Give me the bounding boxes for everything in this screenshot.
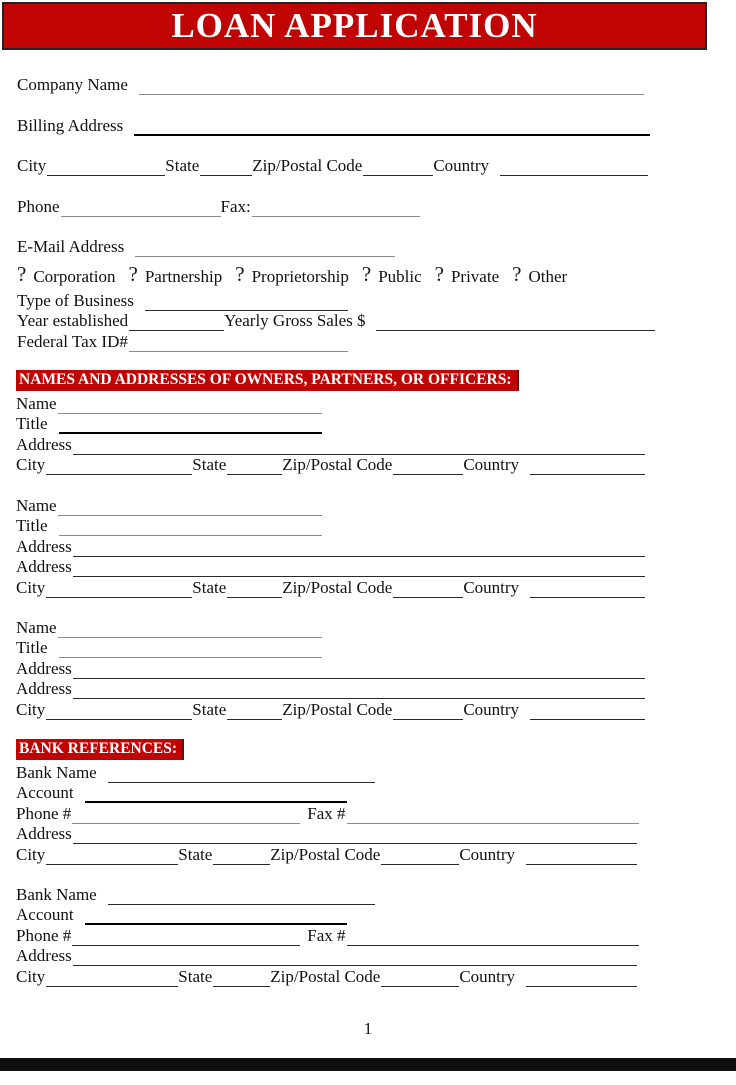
state-field[interactable] — [200, 161, 252, 176]
state-label: State — [192, 455, 227, 474]
owner1-city-row — [16, 455, 645, 476]
bank1-name-row — [16, 762, 375, 783]
owner3-zip-field[interactable] — [393, 705, 463, 720]
bank1-city-row — [16, 844, 637, 865]
billing-address-row — [17, 116, 650, 136]
checkbox-other-icon[interactable]: ? — [512, 262, 522, 286]
address-label: Address — [16, 434, 72, 454]
owner1-name-row — [16, 393, 322, 414]
owner1-name-field[interactable] — [58, 399, 322, 414]
owner3-address2-field[interactable] — [73, 684, 645, 699]
name-label: Name — [16, 393, 57, 413]
state-label: State — [178, 844, 213, 864]
country-label: Country — [433, 156, 490, 175]
owner3-name-row — [16, 617, 322, 638]
company-name-field[interactable] — [139, 80, 644, 95]
owner2-address2-row — [16, 557, 645, 578]
owner3-name-field[interactable] — [58, 623, 322, 638]
state-label: State — [178, 966, 213, 986]
bank2-country-field[interactable] — [526, 972, 637, 987]
owners-section — [16, 370, 664, 720]
business-type-section — [17, 261, 717, 352]
account-label: Account — [16, 783, 74, 802]
country-label: Country — [463, 699, 520, 719]
owner1-city-field[interactable] — [46, 460, 192, 475]
phone-number-label: Phone # — [16, 803, 72, 823]
checkbox-partnership-icon[interactable]: ? — [128, 262, 138, 286]
year-established-field[interactable] — [129, 316, 224, 331]
company-name-row — [17, 75, 644, 95]
owner2-city-field[interactable] — [46, 583, 192, 598]
owner1-address-row — [16, 434, 645, 455]
business-type-options-row — [17, 261, 717, 287]
address-label: Address — [16, 557, 72, 576]
owner1-state-field[interactable] — [227, 460, 282, 475]
federal-tax-id-row — [17, 331, 348, 352]
title-banner — [2, 2, 707, 50]
page-title: LOAN APPLICATION — [171, 6, 538, 45]
footer-bar — [0, 1058, 736, 1071]
bank1-address-row — [16, 824, 637, 845]
owner1-zip-field[interactable] — [393, 460, 463, 475]
bank-section-heading: BANK REFERENCES: — [16, 739, 184, 760]
fax-number-label: Fax # — [307, 925, 346, 945]
option-proprietorship-label: Proprietorship — [251, 267, 349, 286]
bank-name-label: Bank Name — [16, 884, 97, 904]
bank2-city-row — [16, 966, 637, 987]
federal-tax-id-field[interactable] — [129, 337, 348, 352]
page-number: 1 — [363, 1019, 373, 1038]
bank1-country-field[interactable] — [526, 850, 637, 865]
city-label: City — [16, 844, 46, 864]
checkbox-corporation-icon[interactable]: ? — [17, 262, 27, 286]
bank-block-1 — [16, 762, 664, 865]
owner2-zip-field[interactable] — [393, 583, 463, 598]
owner3-city-row — [16, 699, 645, 720]
state-label: State — [192, 699, 227, 719]
city-field[interactable] — [47, 161, 165, 176]
city-label: City — [16, 966, 46, 986]
phone-label: Phone — [17, 196, 60, 216]
fax-label: Fax: — [220, 196, 251, 216]
bank2-account-row — [16, 905, 347, 926]
bank2-state-field[interactable] — [213, 972, 270, 987]
bank2-account-field[interactable] — [85, 910, 347, 925]
owner2-name-row — [16, 495, 322, 516]
checkbox-public-icon[interactable]: ? — [361, 262, 372, 286]
billing-address-field[interactable] — [134, 121, 650, 136]
address-label: Address — [16, 824, 72, 843]
year-sales-row — [17, 311, 655, 332]
option-private-label: Private — [450, 267, 500, 286]
checkbox-private-icon[interactable]: ? — [434, 262, 444, 286]
bank1-city-field[interactable] — [46, 850, 178, 865]
bank-block-2 — [16, 884, 664, 987]
owner1-title-field[interactable] — [59, 419, 322, 434]
owner3-address1-field[interactable] — [73, 664, 645, 679]
zip-label: Zip/Postal Code — [270, 844, 381, 864]
owners-section-heading: NAMES AND ADDRESSES OF OWNERS, PARTNERS, OR OFFICERS: — [16, 370, 519, 391]
option-corporation-label: Corporation — [33, 267, 116, 286]
owner3-address2-row — [16, 679, 645, 700]
owner1-title-row — [16, 414, 322, 435]
year-established-label: Year established — [17, 311, 129, 330]
email-row — [17, 237, 395, 257]
country-label: Country — [463, 577, 520, 597]
title-label: Title — [16, 414, 48, 433]
checkbox-proprietorship-icon[interactable]: ? — [235, 262, 245, 286]
bank-name-label: Bank Name — [16, 762, 97, 782]
owner2-address1-row — [16, 536, 645, 557]
bank1-phone-fax-row — [16, 803, 639, 824]
title-label: Title — [16, 516, 48, 535]
owner-block-2 — [16, 495, 664, 598]
bank2-phone-field[interactable] — [72, 931, 300, 946]
yearly-gross-sales-field[interactable] — [376, 316, 655, 331]
email-label: E-Mail Address — [17, 237, 125, 256]
owner2-address1-field[interactable] — [73, 542, 645, 557]
title-label: Title — [16, 638, 48, 657]
email-field[interactable] — [135, 242, 395, 257]
zip-field[interactable] — [363, 161, 433, 176]
bank1-zip-field[interactable] — [381, 850, 459, 865]
city-label: City — [16, 577, 46, 597]
address-label: Address — [16, 658, 72, 678]
owner3-title-field[interactable] — [59, 643, 322, 658]
address-label: Address — [16, 946, 72, 965]
zip-label: Zip/Postal Code — [282, 577, 393, 597]
bank2-fax-field[interactable] — [347, 931, 640, 946]
owner2-title-row — [16, 516, 322, 537]
city-label: City — [16, 455, 46, 474]
owner1-country-field[interactable] — [530, 460, 645, 475]
fax-field[interactable] — [252, 202, 420, 217]
account-label: Account — [16, 905, 74, 924]
owner2-city-row — [16, 577, 645, 598]
bank1-phone-field[interactable] — [72, 809, 300, 824]
owner-block-1 — [16, 393, 664, 475]
billing-address-label: Billing Address — [17, 115, 124, 135]
address-label: Address — [16, 679, 72, 698]
owner3-country-field[interactable] — [530, 705, 645, 720]
bank2-phone-fax-row — [16, 925, 639, 946]
owner3-address1-row — [16, 658, 645, 679]
bank-references-section — [16, 739, 664, 987]
city-label: City — [16, 699, 46, 719]
name-label: Name — [16, 617, 57, 637]
type-of-business-label: Type of Business — [17, 290, 134, 310]
owner2-country-field[interactable] — [530, 583, 645, 598]
zip-label: Zip/Postal Code — [252, 156, 363, 175]
country-field[interactable] — [500, 161, 648, 176]
bank2-name-row — [16, 884, 375, 905]
type-of-business-field[interactable] — [145, 296, 348, 311]
option-partnership-label: Partnership — [144, 267, 223, 286]
owner2-state-field[interactable] — [227, 583, 282, 598]
city-label: City — [17, 156, 47, 175]
zip-label: Zip/Postal Code — [282, 455, 393, 474]
phone-number-label: Phone # — [16, 925, 72, 945]
bank2-address-field[interactable] — [73, 951, 637, 966]
bank2-address-row — [16, 946, 637, 967]
bank2-name-field[interactable] — [108, 890, 375, 905]
owner1-address-field[interactable] — [73, 440, 645, 455]
state-label: State — [165, 156, 200, 175]
owner3-title-row — [16, 638, 322, 659]
country-label: Country — [463, 455, 520, 474]
bank2-city-field[interactable] — [46, 972, 178, 987]
federal-tax-id-label: Federal Tax ID# — [17, 331, 128, 351]
fax-number-label: Fax # — [307, 803, 346, 823]
phone-fax-row — [17, 197, 420, 217]
owner2-address2-field[interactable] — [73, 562, 645, 577]
owner3-city-field[interactable] — [46, 705, 192, 720]
company-name-label: Company Name — [17, 75, 128, 94]
bank1-fax-field[interactable] — [347, 809, 640, 824]
bank2-zip-field[interactable] — [381, 972, 459, 987]
bank1-account-row — [16, 783, 347, 804]
type-of-business-row — [17, 290, 348, 311]
owner-block-3 — [16, 617, 664, 720]
bank1-name-field[interactable] — [108, 768, 375, 783]
zip-label: Zip/Postal Code — [270, 966, 381, 986]
name-label: Name — [16, 495, 57, 515]
city-state-zip-row — [17, 156, 648, 176]
owner2-title-field[interactable] — [59, 521, 322, 536]
option-other-label: Other — [528, 267, 568, 286]
owner3-state-field[interactable] — [227, 705, 282, 720]
bank1-state-field[interactable] — [213, 850, 270, 865]
address-label: Address — [16, 536, 72, 556]
owner2-name-field[interactable] — [58, 501, 322, 516]
country-label: Country — [459, 966, 516, 986]
country-label: Country — [459, 844, 516, 864]
option-public-label: Public — [378, 267, 422, 286]
bank1-account-field[interactable] — [85, 788, 347, 803]
phone-field[interactable] — [61, 202, 221, 217]
zip-label: Zip/Postal Code — [282, 699, 393, 719]
company-info-section — [17, 72, 663, 257]
yearly-gross-sales-label: Yearly Gross Sales $ — [224, 311, 366, 330]
bank1-address-field[interactable] — [73, 829, 637, 844]
state-label: State — [192, 577, 227, 597]
